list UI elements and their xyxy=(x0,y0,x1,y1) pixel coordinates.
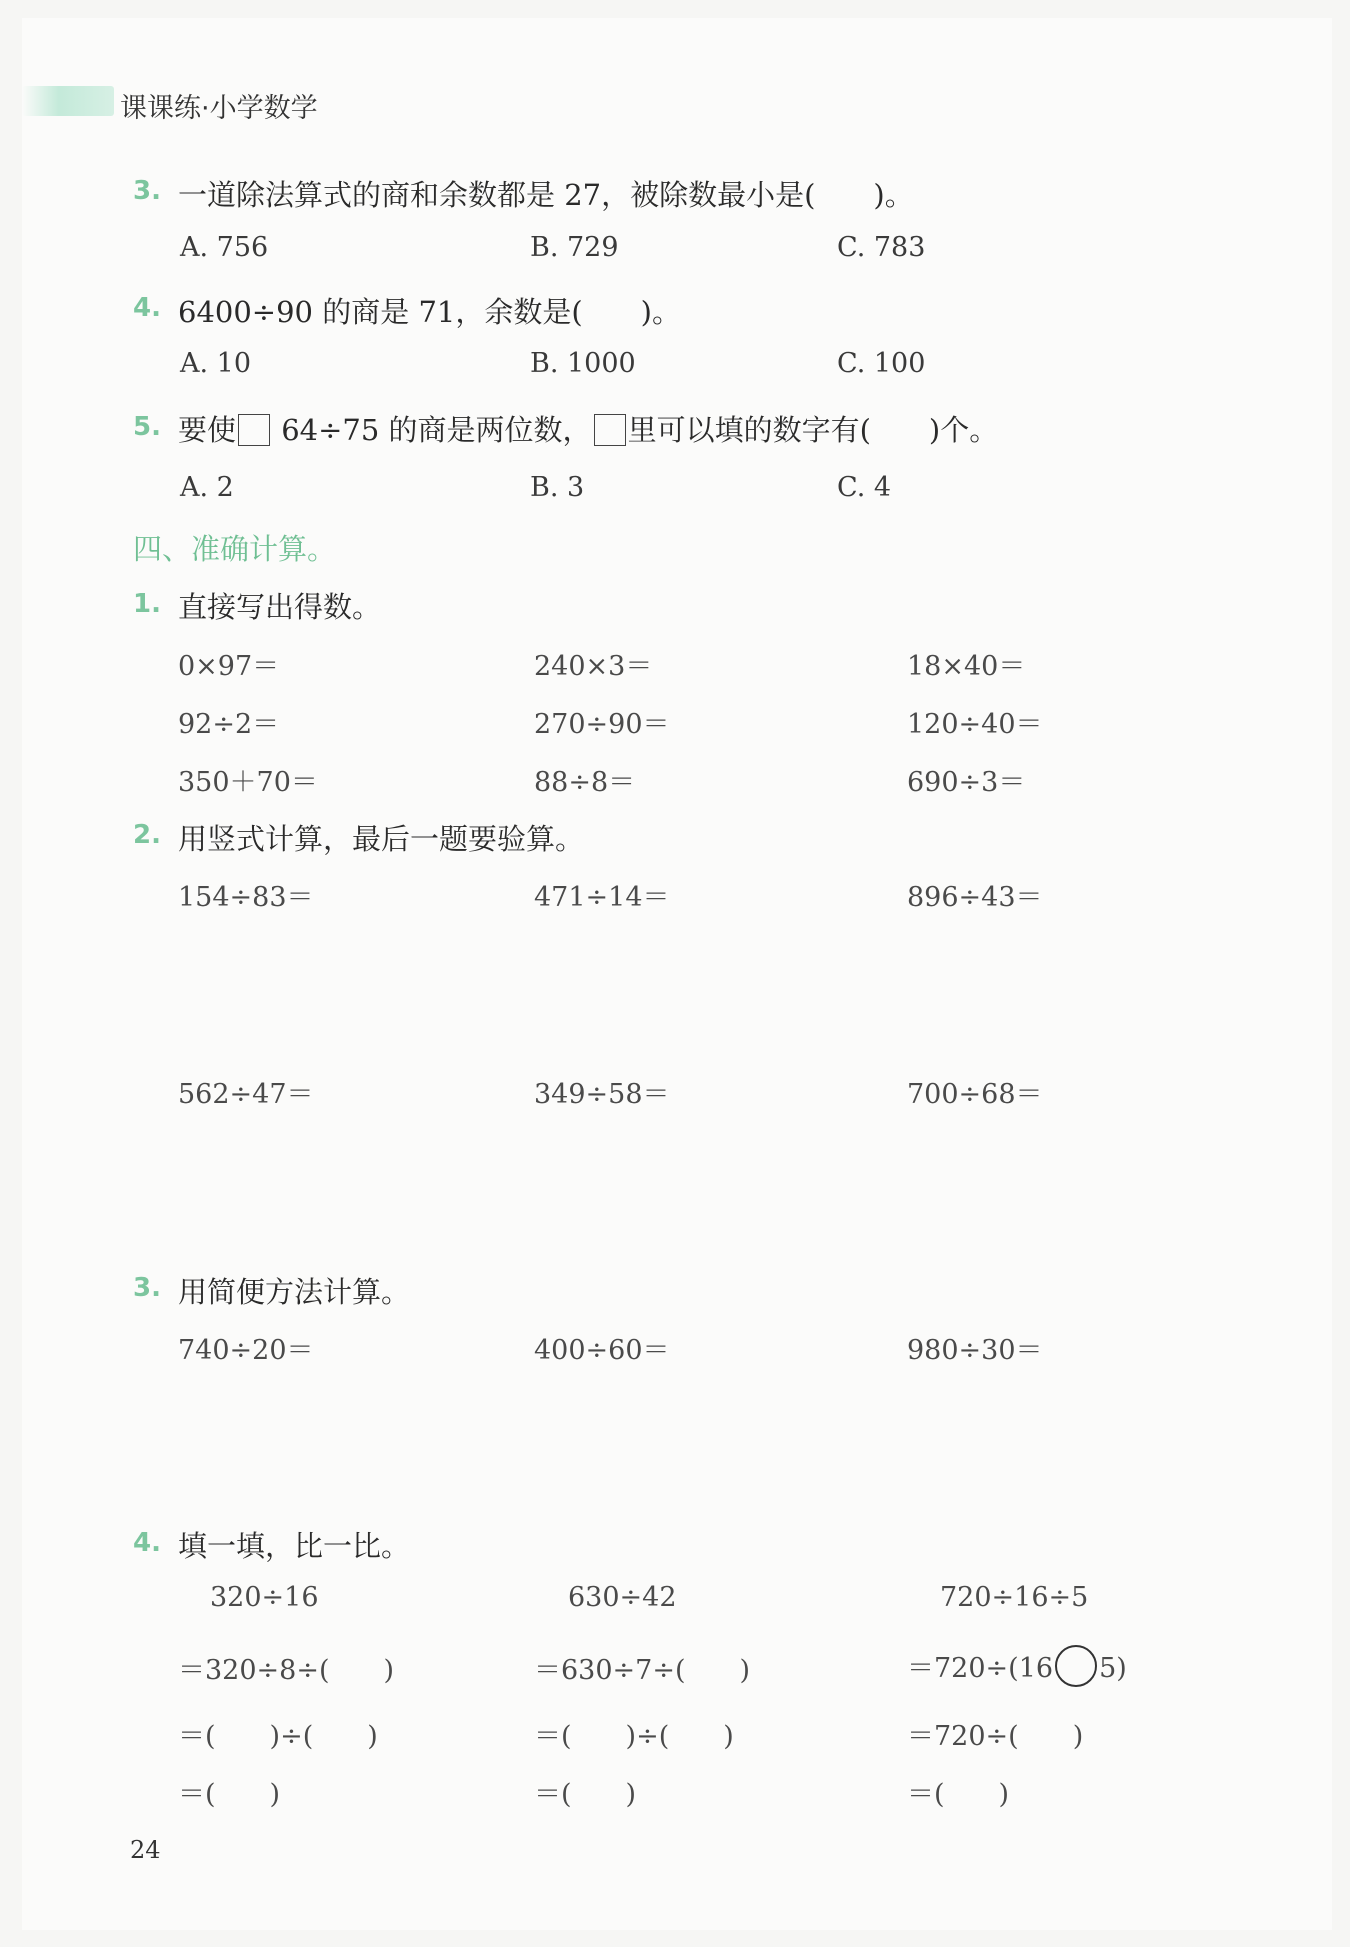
question-text: 一道除法算式的商和余数都是 27，被除数最小是( )。 xyxy=(178,178,914,212)
simplify-calc-item: 740÷20＝ xyxy=(178,1335,314,1366)
question-title: 用简便方法计算。 xyxy=(178,1275,411,1309)
question-number: 1. xyxy=(133,589,161,619)
fill-step: 630÷42 xyxy=(568,1582,677,1613)
question-number: 3. xyxy=(133,1273,161,1303)
option-b: B. 729 xyxy=(530,232,619,263)
fill-step: ＝630÷7÷( ) xyxy=(534,1655,751,1686)
oral-calc-item: 240×3＝ xyxy=(534,651,653,682)
oral-calc-item: 350＋70＝ xyxy=(178,767,318,798)
fill-step: 720÷16÷5 xyxy=(940,1582,1089,1613)
fill-step: ＝( )÷( ) xyxy=(178,1721,378,1752)
question-number: 4. xyxy=(133,293,161,323)
question-title: 填一填，比一比。 xyxy=(178,1529,411,1563)
question-text xyxy=(178,408,998,449)
vertical-calc-item: 700÷68＝ xyxy=(907,1079,1043,1110)
question-number: 5. xyxy=(133,412,161,442)
fill-step: ＝720÷( ) xyxy=(907,1721,1084,1752)
question-text: 6400÷90 的商是 71，余数是( )。 xyxy=(178,295,681,329)
section-title: 四、准确计算。 xyxy=(133,532,337,566)
blank-box[interactable] xyxy=(594,414,626,446)
option-c: C. 100 xyxy=(837,348,926,379)
oral-calc-item: 690÷3＝ xyxy=(907,767,1026,798)
book-title: 课课练·小学数学 xyxy=(120,93,318,124)
question-text-pre: 要使 xyxy=(178,413,237,447)
question-number: 3. xyxy=(133,176,161,206)
simplify-calc-item: 980÷30＝ xyxy=(907,1335,1043,1366)
option-a: A. 10 xyxy=(180,348,252,379)
simplify-calc-item: 400÷60＝ xyxy=(534,1335,670,1366)
fill-step-left: ＝720÷(16 xyxy=(907,1653,1054,1684)
question-title: 直接写出得数。 xyxy=(178,590,382,624)
oral-calc-item: 120÷40＝ xyxy=(907,709,1043,740)
option-a: A. 2 xyxy=(180,472,234,503)
fill-step: ＝320÷8÷( ) xyxy=(178,1655,395,1686)
oral-calc-item: 18×40＝ xyxy=(907,651,1026,682)
vertical-calc-item: 896÷43＝ xyxy=(907,882,1043,913)
option-c: C. 4 xyxy=(837,472,892,503)
vertical-calc-item: 349÷58＝ xyxy=(534,1079,670,1110)
page-number: 24 xyxy=(130,1836,161,1864)
blank-box[interactable] xyxy=(238,414,270,446)
fill-step: ＝( )÷( ) xyxy=(534,1721,734,1752)
fill-step: 320÷16 xyxy=(210,1582,319,1613)
oral-calc-item: 0×97＝ xyxy=(178,651,280,682)
fill-step: ＝( ) xyxy=(178,1779,281,1810)
question-title: 用竖式计算，最后一题要验算。 xyxy=(178,822,585,856)
header-decoration xyxy=(22,86,114,116)
question-text-mid: 64÷75 的商是两位数， xyxy=(272,413,592,447)
oral-calc-item: 88÷8＝ xyxy=(534,767,636,798)
fill-step xyxy=(907,1645,1127,1687)
option-b: B. 1000 xyxy=(530,348,636,379)
question-number: 2. xyxy=(133,820,161,850)
fill-step: ＝( ) xyxy=(907,1779,1010,1810)
option-a: A. 756 xyxy=(180,232,269,263)
oral-calc-item: 270÷90＝ xyxy=(534,709,670,740)
oral-calc-item: 92÷2＝ xyxy=(178,709,280,740)
option-c: C. 783 xyxy=(837,232,926,263)
question-number: 4. xyxy=(133,1528,161,1558)
operator-circle[interactable] xyxy=(1055,1645,1097,1687)
vertical-calc-item: 154÷83＝ xyxy=(178,882,314,913)
fill-step-right: 5) xyxy=(1099,1653,1127,1684)
question-text-post: 里可以填的数字有( )个。 xyxy=(627,413,999,447)
fill-step: ＝( ) xyxy=(534,1779,637,1810)
vertical-calc-item: 471÷14＝ xyxy=(534,882,670,913)
vertical-calc-item: 562÷47＝ xyxy=(178,1079,314,1110)
option-b: B. 3 xyxy=(530,472,585,503)
